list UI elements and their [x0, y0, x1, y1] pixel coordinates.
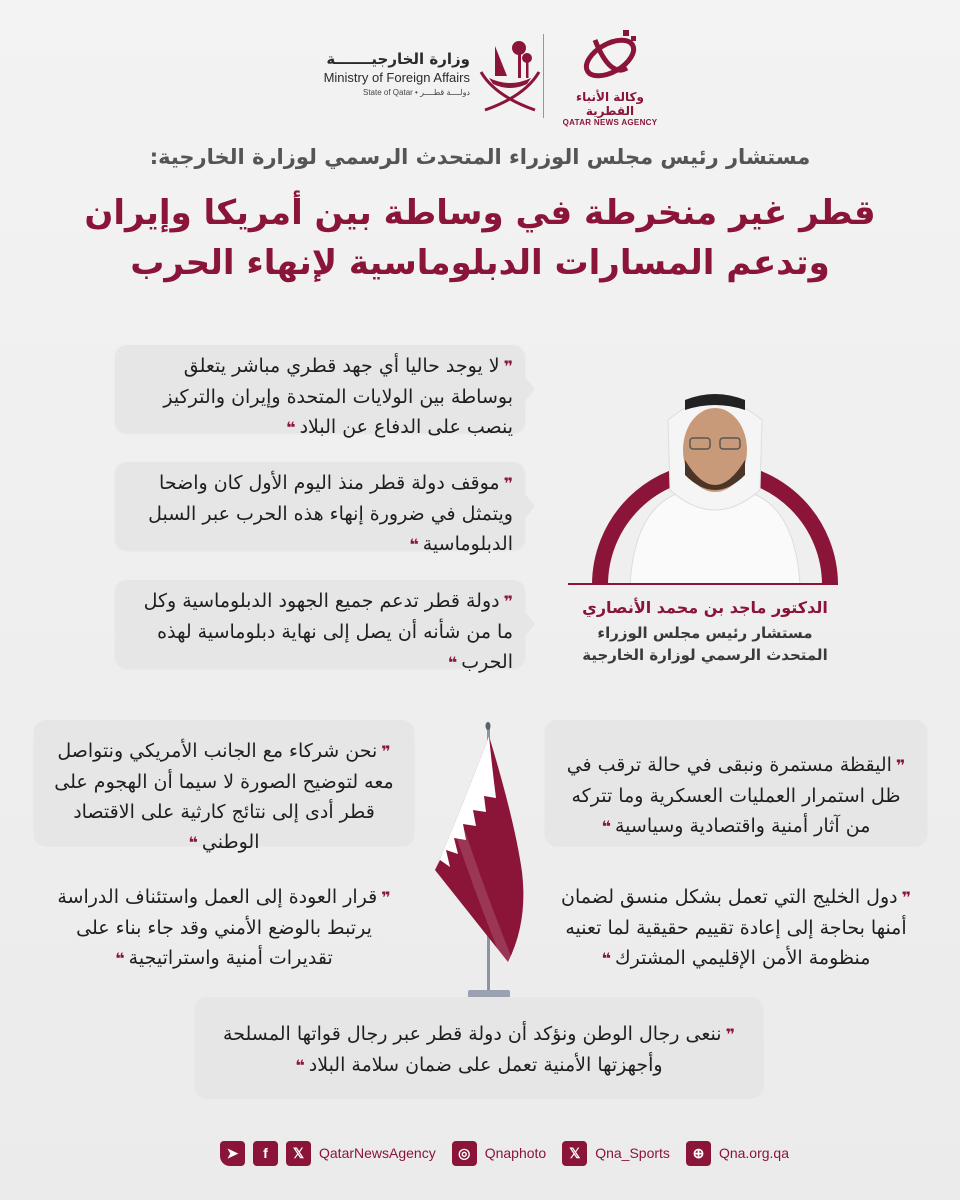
quote-open-icon: ❞: [381, 742, 391, 761]
quote-open-icon: ❞: [503, 474, 513, 493]
quote-bubble-8: [195, 997, 763, 1097]
quote-open-icon: ❞: [725, 1025, 735, 1044]
social-footer: [220, 1138, 797, 1168]
quote-close-icon: ❝: [601, 949, 611, 968]
qna-name-en: QATAR NEWS AGENCY: [562, 118, 658, 127]
quote-text: ننعى رجال الوطن ونؤكد أن دولة قطر عبر رجال قواتها المسلحة وأجهزتها الأمنية تعمل على ضمان سلامة البلاد: [223, 1023, 722, 1076]
quote-bubble-4: [34, 720, 414, 853]
quote-close-icon: ❝: [447, 653, 458, 672]
speaker-role-line-1: مستشار رئيس مجلس الوزراء: [597, 624, 813, 642]
instagram-icon[interactable]: ◎: [452, 1141, 477, 1166]
quote-text: لا يوجد حاليا أي جهد قطري مباشر يتعلق بوساطة بين الولايات المتحدة وإيران والتركيز ينصب على الدفاع عن البلاد: [163, 355, 513, 438]
headline: [0, 188, 960, 288]
subtitle: مستشار رئيس مجلس الوزراء المتحدث الرسمي لوزارة الخارجية:: [149, 145, 811, 169]
instagram-handle-link[interactable]: Qnaphoto: [484, 1145, 547, 1161]
quote-open-icon: ❞: [895, 756, 906, 775]
quote-close-icon: ❝: [409, 535, 419, 554]
quote-text: نحن شركاء مع الجانب الأمريكي ونتواصل معه لتوضيح الصورة لا سيما أن الهجوم على قطر أدى إلى نتائج كارثية على الاقتصاد الوطني: [54, 740, 394, 853]
quote-text: قرار العودة إلى العمل واستئناف الدراسة يرتبط بالوضع الأمني وقد جاء بناء على تقديرات أمنية واستراتيجية: [57, 886, 378, 969]
globe-icon[interactable]: ⊕: [686, 1141, 711, 1166]
header-logos: [280, 28, 680, 127]
headline-line-2: وتدعم المسارات الدبلوماسية لإنهاء الحرب: [130, 243, 830, 283]
telegram-icon[interactable]: ➤: [220, 1141, 245, 1166]
qatar-emblem-icon: [475, 36, 545, 116]
speaker-name: الدكتور ماجد بن محمد الأنصاري: [582, 598, 828, 617]
speaker-role: [560, 622, 850, 666]
x-sports-icon[interactable]: 𝕏: [562, 1141, 587, 1166]
quote-text: اليقظة مستمرة ونبقى في حالة ترقب في ظل استمرار العمليات العسكرية وما تتركه من آثار أمنية واقتصادية وسياسية: [566, 754, 901, 837]
mofa-logo-text: [300, 50, 470, 97]
qatar-flag-icon: [420, 722, 540, 1012]
quote-bubble-3: [115, 580, 525, 673]
qna-emblem-icon: [575, 28, 645, 84]
website-link[interactable]: Qna.org.qa: [718, 1145, 789, 1161]
handle-main-link[interactable]: QatarNewsAgency: [319, 1145, 436, 1161]
quote-text: دول الخليج التي تعمل بشكل منسق لضمان أمنها بحاجة إلى إعادة تقييم حقيقية لما تعنيه منظومة الأمن الإقليمي المشترك: [561, 886, 907, 969]
x-icon[interactable]: 𝕏: [286, 1141, 311, 1166]
quote-close-icon: ❝: [295, 1056, 305, 1075]
quote-text: موقف دولة قطر منذ اليوم الأول كان واضحا ويتمثل في ضرورة إنهاء هذه الحرب عبر السبل الدبلوماسية: [148, 472, 513, 555]
quote-bubble-5: [545, 720, 927, 845]
x-sports-handle-link[interactable]: Qna_Sports: [595, 1145, 670, 1161]
mofa-name-ar: وزارة الخارجيـــــــة: [326, 50, 470, 68]
quote-open-icon: ❞: [901, 888, 911, 907]
quote-block-6: [34, 868, 414, 978]
quote-block-7: [545, 868, 927, 978]
mofa-subtitle: State of Qatar • دولــــة قطــــر: [363, 88, 470, 97]
quote-close-icon: ❝: [286, 418, 296, 437]
quote-bubble-2: [115, 462, 525, 555]
headline-line-1: قطر غير منخرطة في وساطة بين أمريكا وإيران: [84, 193, 876, 233]
mofa-name-en: Ministry of Foreign Affairs: [323, 70, 470, 85]
quote-open-icon: ❞: [503, 357, 513, 376]
quote-text: دولة قطر تدعم جميع الجهود الدبلوماسية وكل ما من شأنه أن يصل إلى نهاية دبلوماسية لهذه الحرب: [143, 590, 513, 673]
facebook-icon[interactable]: f: [253, 1141, 278, 1166]
speaker-portrait: [590, 380, 840, 585]
quote-bubble-1: [115, 345, 525, 438]
qna-name-ar: وكالة الأنباء القطرية: [576, 90, 644, 118]
speaker-role-line-2: المتحدث الرسمي لوزارة الخارجية: [582, 646, 828, 664]
portrait-divider: [568, 583, 838, 585]
logo-divider: [543, 34, 544, 118]
quote-close-icon: ❝: [115, 949, 125, 968]
quote-open-icon: ❞: [381, 888, 391, 907]
quote-close-icon: ❝: [601, 817, 611, 836]
qna-logo: [555, 28, 665, 127]
quote-open-icon: ❞: [503, 592, 513, 611]
quote-close-icon: ❝: [188, 833, 198, 852]
